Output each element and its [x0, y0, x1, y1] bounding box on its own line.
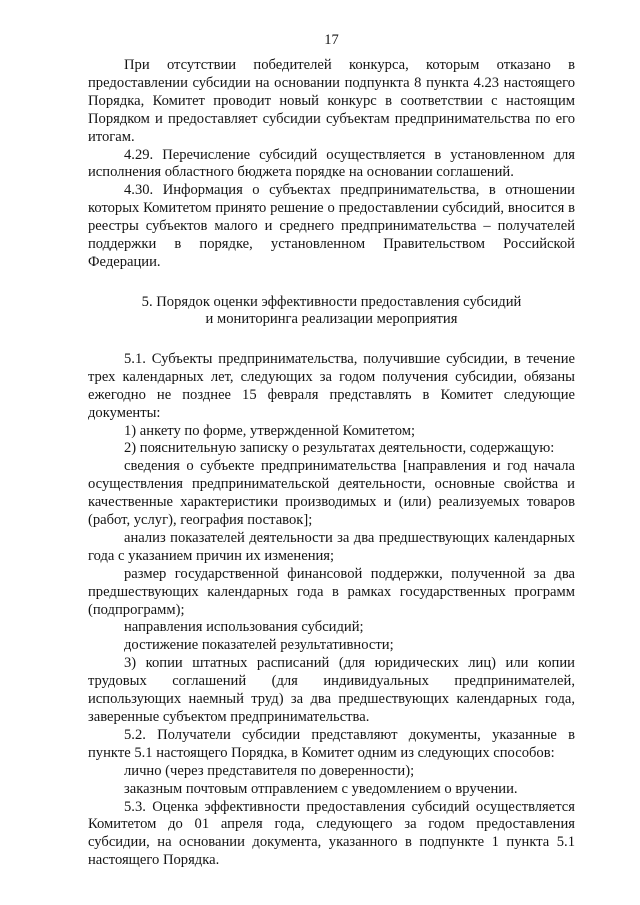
page-number: 17 — [324, 32, 339, 48]
section-heading — [88, 294, 575, 329]
paragraph: 3) копии штатных расписаний (для юридических лиц) или копии трудовых соглашений (для индивидуальных предпринимателей, использующих наемный труд) за два предшествующих календарных года, заверенные субъектом предпринимательства. — [88, 655, 575, 725]
paragraph: 4.29. Перечисление субсидий осуществляется в установленном для исполнения областного бюджета порядке на основании соглашений. — [88, 146, 575, 181]
paragraph: При отсутствии победителей конкурса, которым отказано в предоставлении субсидии на основании подпункта 8 пункта 4.23 настоящего Порядка, Комитет проводит новый конкурс в соответствии с настоящим Порядком и предоставляет субсидии субъектам предпринимательства по его итогам. — [88, 57, 575, 145]
paragraph: 5.2. Получатели субсидии представляют документы, указанные в пункте 5.1 настоящего Порядка, в Комитет одним из следующих способов: — [88, 726, 575, 761]
section-heading-line: и мониторинга реализации мероприятия — [205, 311, 458, 328]
paragraph: лично (через представителя по доверенности); — [124, 762, 415, 779]
paragraph: заказным почтовым отправлением с уведомлением о вручении. — [124, 780, 518, 797]
paragraph: 5.1. Субъекты предпринимательства, получившие субсидии, в течение трех календарных лет, следующих за годом получения субсидии, обязаны ежегодно не позднее 15 февраля представлять в Комитет следующие документы: — [88, 350, 575, 421]
paragraph: 2) пояснительную записку о результатах деятельности, содержащую: — [124, 440, 555, 457]
paragraph: 4.30. Информация о субъектах предпринимательства, в отношении которых Комитетом принято решение о предоставлении субсидий, вносится в реестры субъектов малого и среднего предпринимательства – получателей поддержки в порядке, установленном Правительством Российской Федерации. — [88, 182, 575, 270]
section-heading-line: 5. Порядок оценки эффективности предоставления субсидий — [141, 293, 522, 310]
paragraph: 5.3. Оценка эффективности предоставления субсидий осуществляется Комитетом до 01 апреля года, следующего за годом предоставления субсидии, на основании документа, указанного в подпункте 1 пункта 5.1 настоящего Порядка. — [88, 798, 575, 869]
document-body — [88, 57, 575, 870]
paragraph: сведения о субъекте предпринимательства [направления и год начала осуществления предпринимательской деятельности, основные свойства и качественные характеристики производимых и (или) реализуемых товаров (работ, услуг), география поставок]; — [88, 458, 575, 529]
paragraph: анализ показателей деятельности за два предшествующих календарных года с указанием причин их изменения; — [88, 529, 575, 564]
paragraph: размер государственной финансовой поддержки, полученной за два предшествующих календарных года в рамках государственных программ (подпрограмм); — [88, 565, 575, 618]
paragraph: достижение показателей результативности; — [124, 637, 394, 654]
paragraph: 1) анкету по форме, утвержденной Комитетом; — [124, 422, 416, 439]
paragraph: направления использования субсидий; — [124, 619, 364, 636]
